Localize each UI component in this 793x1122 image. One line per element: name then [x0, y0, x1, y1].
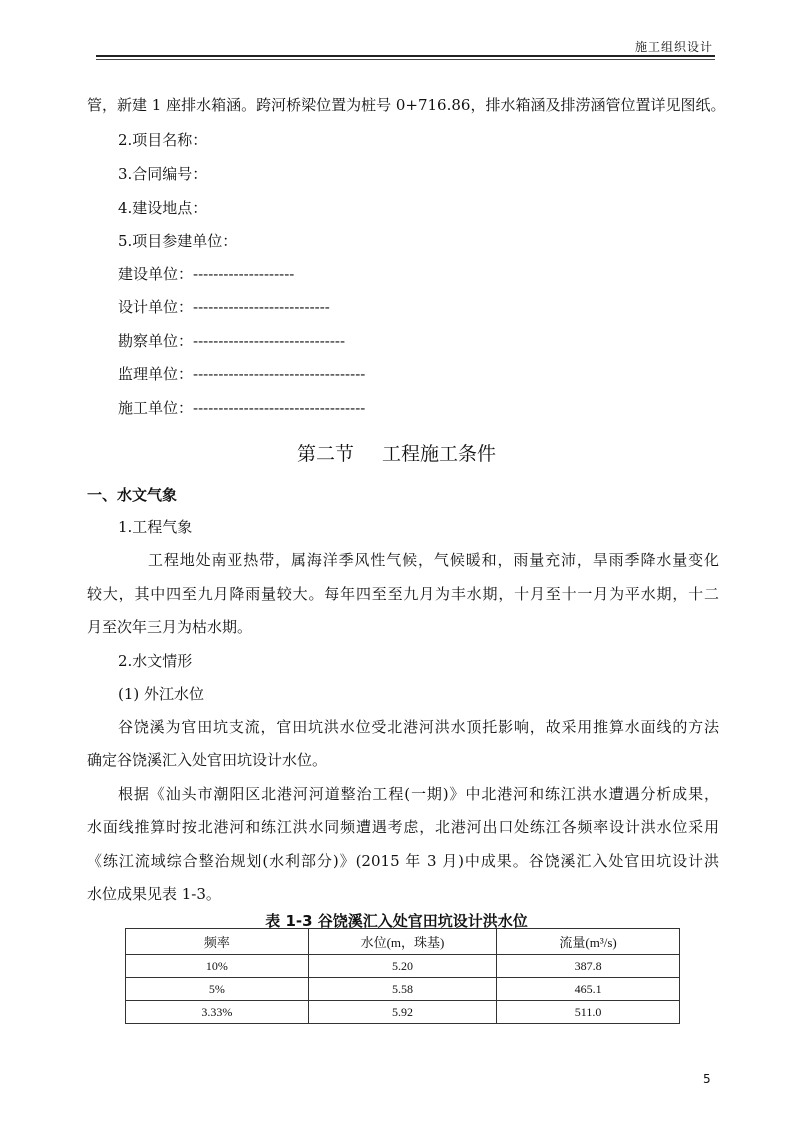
- section-title: [0, 443, 793, 465]
- unit-survey: 勘察单位：------------------------------: [118, 332, 346, 350]
- cell-frequency: 3.33%: [126, 1001, 309, 1024]
- subheading-climate: 1.工程气象: [118, 518, 193, 536]
- cell-discharge: 511.0: [497, 1001, 680, 1024]
- cell-water-level: 5.20: [308, 955, 496, 978]
- running-header-title: 施工组织设计: [634, 40, 713, 54]
- header-frequency: 频率: [126, 929, 309, 955]
- item-location: 4.建设地点：: [118, 199, 208, 217]
- para-basis-line3: 《练江流域综合整治规划(水利部分)》(2015 年 3 月)中成果。谷饶溪汇入处官田坑设计洪: [87, 852, 719, 870]
- para-climate-line1: 工程地处南亚热带，属海洋季风性气候，气候暖和，雨量充沛，旱雨季降水量变化: [148, 551, 719, 569]
- page-number: 5: [703, 1072, 711, 1086]
- section-number: 第二节: [296, 443, 354, 465]
- item-project-name: 2.项目名称：: [118, 131, 208, 149]
- para-climate-line3: 月至次年三月为枯水期。: [87, 618, 253, 636]
- table-row: [126, 955, 680, 978]
- unit-owner: 建设单位：--------------------: [118, 265, 295, 283]
- para-basis-line1: 根据《汕头市潮阳区北港河河道整治工程(一期)》中北港河和练江洪水遭遇分析成果，: [118, 785, 719, 803]
- cell-discharge: 387.8: [497, 955, 680, 978]
- cell-water-level: 5.92: [308, 1001, 496, 1024]
- header-rule: [96, 55, 715, 57]
- flood-level-table: [125, 928, 680, 1024]
- unit-supervision: 监理单位：----------------------------------: [118, 365, 366, 383]
- cell-discharge: 465.1: [497, 978, 680, 1001]
- header-rule-thin: [96, 59, 715, 60]
- table-header-row: [126, 929, 680, 955]
- para-water-level-line2: 确定谷饶溪汇入处官田坑设计水位。: [87, 751, 328, 769]
- para-climate-line2: 较大，其中四至九月降雨量较大。每年四至至九月为丰水期，十月至十一月为平水期，十二: [87, 585, 719, 603]
- header-water-level: 水位(m，珠基): [308, 929, 496, 955]
- table-caption: 表 1-3 谷饶溪汇入处官田坑设计洪水位: [265, 912, 528, 930]
- item-participants: 5.项目参建单位：: [118, 232, 238, 250]
- cell-water-level: 5.58: [308, 978, 496, 1001]
- para-water-level-line1: 谷饶溪为官田坑支流，官田坑洪水位受北港河洪水顶托影响，故采用推算水面线的方法: [118, 718, 719, 736]
- heading-hydrology: 一、水文气象: [87, 486, 178, 504]
- unit-construction: 施工单位：----------------------------------: [118, 399, 366, 417]
- cell-frequency: 5%: [126, 978, 309, 1001]
- unit-design: 设计单位：---------------------------: [118, 298, 330, 316]
- para-basis-line4: 水位成果见表 1-3。: [87, 885, 221, 903]
- section-name: 工程施工条件: [382, 443, 497, 465]
- body-line-bridge: 管，新建 1 座排水箱涵。跨河桥梁位置为桩号 0+716.86，排水箱涵及排涝涵管位置详见图纸。: [87, 96, 726, 114]
- item-contract-no: 3.合同编号：: [118, 165, 208, 183]
- table-row: [126, 1001, 680, 1024]
- para-basis-line2: 水面线推算时按北港河和练江洪水同频遭遇考虑，北港河出口处练江各频率设计洪水位采用: [87, 818, 719, 836]
- header-discharge: 流量(m³/s): [497, 929, 680, 955]
- subheading-hydrology: 2.水文情形: [118, 652, 193, 670]
- subheading-outer-river: (1) 外江水位: [118, 685, 205, 703]
- table-row: [126, 978, 680, 1001]
- cell-frequency: 10%: [126, 955, 309, 978]
